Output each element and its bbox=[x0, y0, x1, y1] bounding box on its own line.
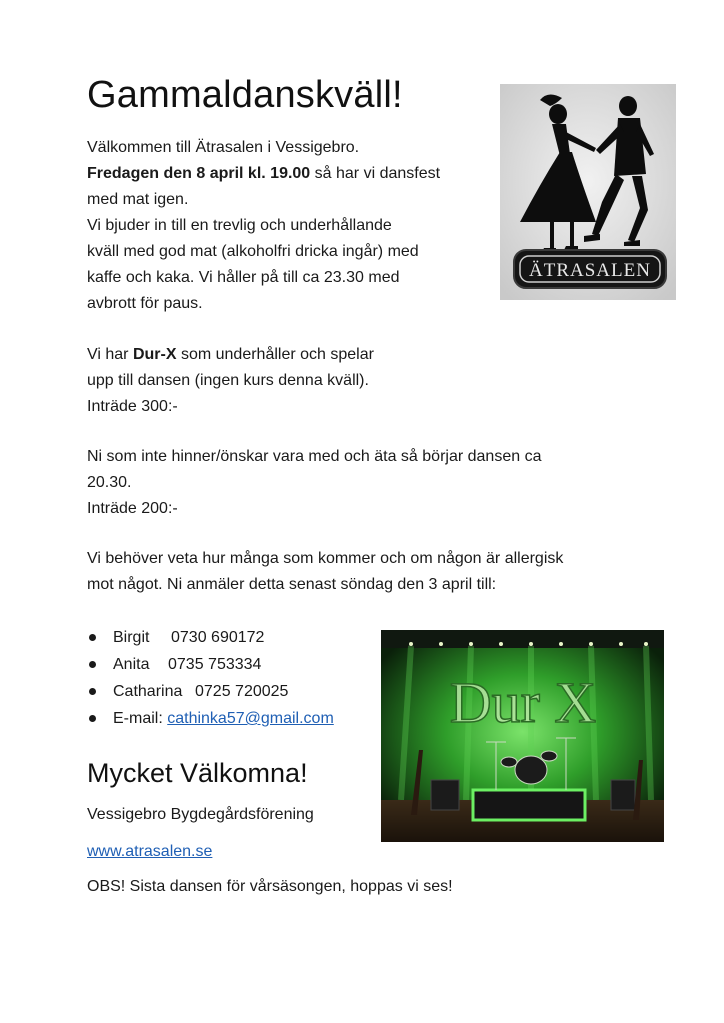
bullet-icon bbox=[89, 661, 96, 668]
contact-item bbox=[87, 624, 387, 651]
dance-line: 20.30. bbox=[87, 474, 132, 491]
band-paragraph bbox=[87, 342, 467, 420]
bullet-icon bbox=[89, 634, 96, 641]
welcome-heading: Mycket Välkomna! bbox=[87, 758, 308, 788]
contact-phone: 0730 690172 bbox=[171, 629, 265, 646]
contact-item bbox=[87, 651, 387, 678]
organization-name: Vessigebro Bygdegårdsförening bbox=[87, 806, 314, 823]
stage-photo bbox=[381, 630, 664, 842]
rsvp-line: mot något. Ni anmäler detta senast söndag den 3 april till: bbox=[87, 576, 497, 593]
band-pre: Vi har bbox=[87, 346, 133, 363]
dance-only-paragraph bbox=[87, 444, 627, 522]
atrasalen-logo-image bbox=[500, 84, 676, 300]
email-link[interactable]: cathinka57@gmail.com bbox=[167, 710, 334, 727]
contact-name: Catharina bbox=[113, 683, 183, 700]
rsvp-paragraph bbox=[87, 546, 647, 598]
contact-list bbox=[87, 624, 387, 732]
band-logo-text: Dur X bbox=[449, 670, 597, 735]
contact-name: Anita bbox=[113, 656, 150, 673]
intro-line bbox=[87, 161, 487, 187]
contact-name: Birgit bbox=[113, 629, 150, 646]
website-link[interactable]: www.atrasalen.se bbox=[87, 843, 213, 860]
rsvp-line: Vi behöver veta hur många som kommer och om någon är allergisk bbox=[87, 550, 564, 567]
contact-item bbox=[87, 705, 387, 732]
contact-item bbox=[87, 678, 387, 705]
intro-line: avbrott för paus. bbox=[87, 295, 203, 312]
bullet-icon bbox=[89, 715, 96, 722]
intro-line: Välkommen till Ätrasalen i Vessigebro. bbox=[87, 139, 360, 156]
band-name: Dur-X bbox=[132, 346, 177, 363]
band-line bbox=[87, 342, 467, 368]
intro-line-rest: så har vi dansfest bbox=[310, 165, 441, 182]
intro-paragraph bbox=[87, 135, 487, 317]
intro-line: kväll med god mat (alkoholfri dricka ingår) med bbox=[87, 243, 419, 260]
intro-line: Vi bjuder in till en trevlig och underhållande bbox=[87, 217, 392, 234]
band-price: Inträde 300:- bbox=[87, 398, 178, 415]
dance-line: Ni som inte hinner/önskar vara med och äta så börjar dansen ca bbox=[87, 448, 542, 465]
contact-phone: 0735 753334 bbox=[168, 656, 262, 673]
email-label: E-mail: bbox=[113, 710, 163, 727]
page-title: Gammaldanskväll! bbox=[87, 74, 403, 116]
band-line: upp till dansen (ingen kurs denna kväll). bbox=[87, 372, 369, 389]
dancing-couple-sign bbox=[500, 84, 676, 300]
obs-note: OBS! Sista dansen för vårsäsongen, hoppas vi ses! bbox=[87, 878, 453, 895]
dance-price: Inträde 200:- bbox=[87, 500, 178, 517]
contact-phone: 0725 720025 bbox=[195, 683, 289, 700]
intro-line: med mat igen. bbox=[87, 191, 189, 208]
intro-line: kaffe och kaka. Vi håller på till ca 23.30 med bbox=[87, 269, 400, 286]
event-date: Fredagen den 8 april kl. 19.00 bbox=[87, 165, 311, 182]
bullet-icon bbox=[89, 688, 96, 695]
band-stage-image bbox=[381, 630, 664, 842]
band-post: som underhåller och spelar bbox=[176, 346, 374, 363]
logo-text: ÄTRASALEN bbox=[529, 260, 651, 281]
